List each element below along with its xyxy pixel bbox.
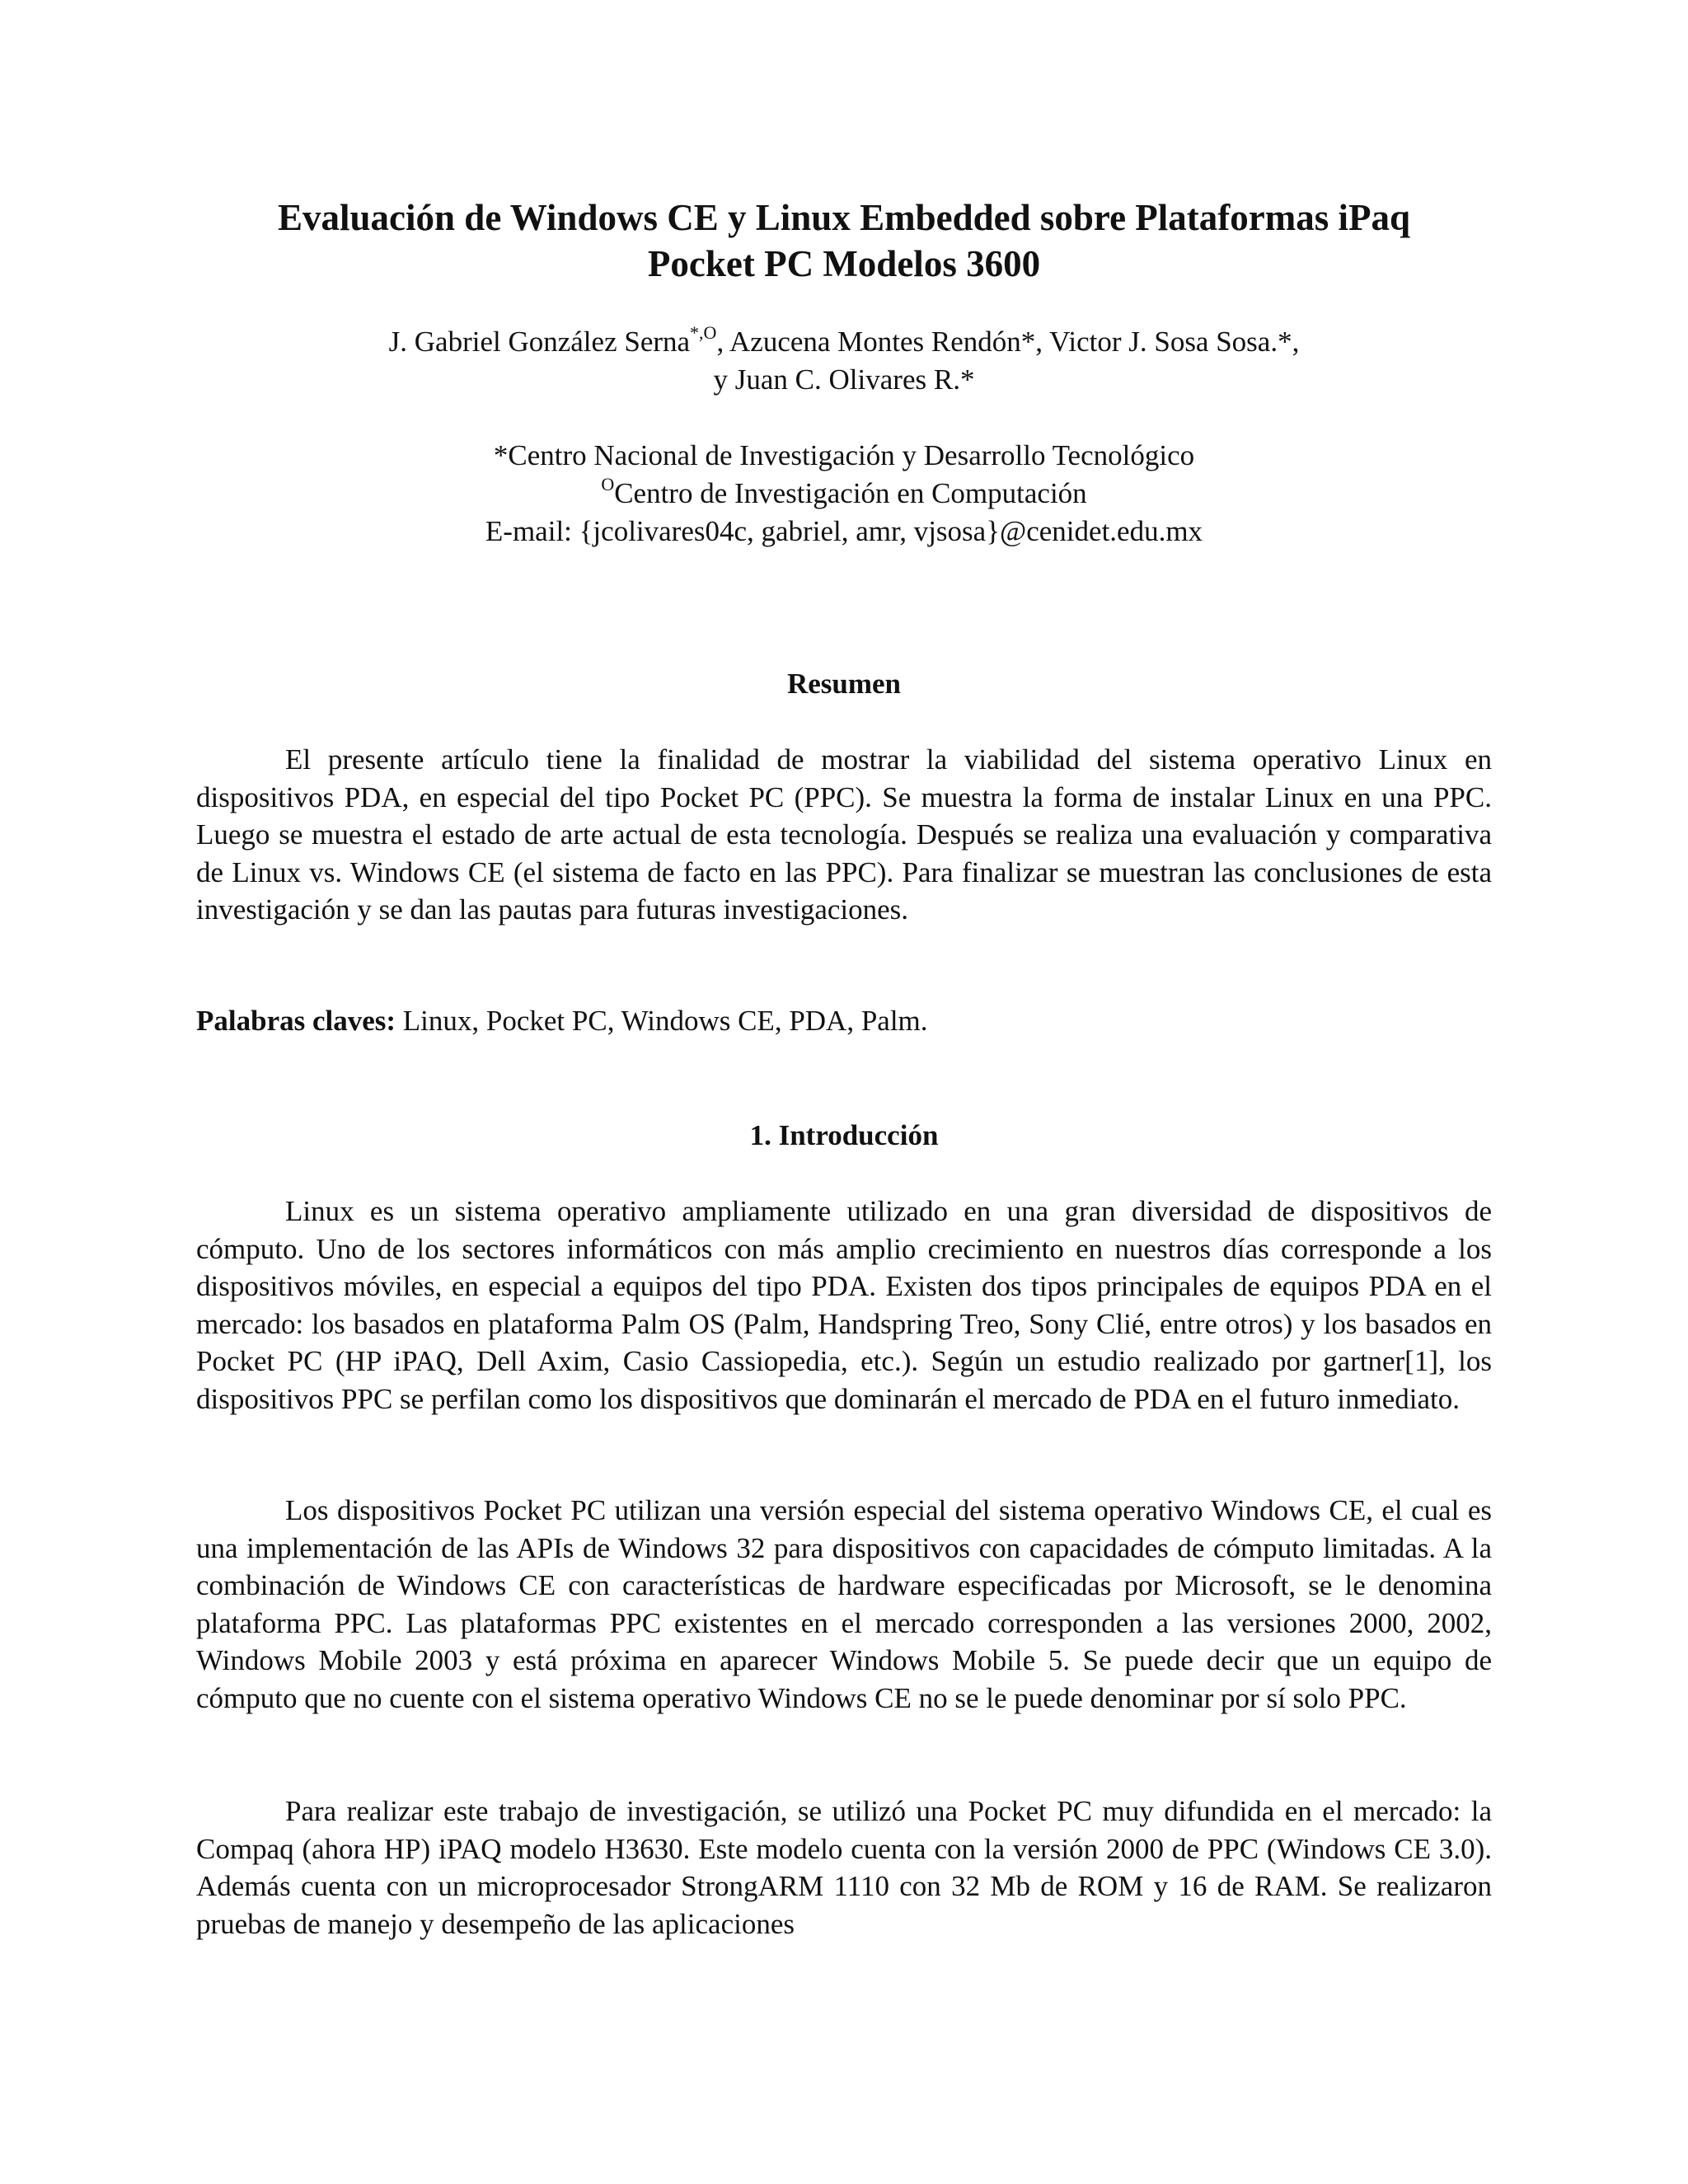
intro-paragraph-3: Para realizar este trabajo de investigación, se utilizó una Pocket PC muy difundida en el mercado: la Compaq (ahora HP) iPAQ modelo H3630. Este modelo cuenta con la versión 2000 de PPC (Windows CE 3.0). Además cuenta con un microprocesador StrongARM 1110 con 32 Mb de ROM y 16 de RAM. Se realizaron pruebas de manejo y desempeño de las aplicaciones (196, 1795, 1492, 1940)
keywords-list: Linux, Pocket PC, Windows CE, PDA, Palm. (396, 1005, 928, 1037)
affiliation-2: $^O$Centro de Investigación en Computación (601, 474, 1087, 509)
title-line-1: Evaluación de Windows CE y Linux Embedded sobre Plataformas iPaq (278, 197, 1410, 238)
keywords-label: Palabras claves: (196, 1005, 396, 1037)
author-line-1 (196, 323, 1492, 361)
affiliation-2-mark: O (601, 474, 615, 495)
section-heading-introduction: 1. Introducción (749, 1119, 939, 1151)
author-list (196, 323, 1492, 399)
author-2-3: , Azucena Montes Rendón*, Victor J. Sosa Sosa.*, (716, 326, 1300, 358)
intro-paragraph-1: Linux es un sistema operativo ampliamente utilizado en una gran diversidad de dispositivos de cómputo. Uno de los sectores informáticos con más amplio crecimiento en nuestros días corresponde a los dispositivos móviles, en especial a equipos del tipo PDA. Existen dos tipos principales de equipos PDA en el mercado: los basados en plataforma Palm OS (Palm, Handspring Treo, Sony Clié, entre otros) y los basados en Pocket PC (HP iPAQ, Dell Axim, Casio Cassiopedia, etc.). Según un estudio realizado por gartner[1], los dispositivos PPC se perfilan como los dispositivos que dominarán el mercado de PDA en el futuro inmediato. (196, 1195, 1492, 1415)
intro-paragraph-2: Los dispositivos Pocket PC utilizan una versión especial del sistema operativo Windows CE, el cual es una implementación de las APIs de Windows 32 para dispositivos con capacidades de cómputo limitadas. A la combinación de Windows CE con características de hardware especificadas por Microsoft, se le denomina plataforma PPC. Las plataformas PPC existentes en el mercado corresponden a las versiones 2000, 2002, Windows Mobile 2003 y está próxima en aparecer Windows Mobile 5. Se puede decir que un equipo de cómputo que no cuente con el sistema operativo Windows CE no se le puede denominar por sí solo PPC. (196, 1494, 1492, 1714)
author-line-2: y Juan C. Olivares R.* (713, 363, 975, 396)
author-1: J. Gabriel González Serna (388, 326, 691, 358)
author-1-affiliation-mark: *,O (690, 322, 717, 344)
affiliations (196, 437, 1492, 551)
affiliation-1: *Centro Nacional de Investigación y Desarrollo Tecnológico (493, 439, 1195, 471)
paper-title (196, 194, 1492, 287)
contact-email: E-mail: {jcolivares04c, gabriel, amr, vjsosa}@cenidet.edu.mx (485, 515, 1203, 547)
keywords (196, 1002, 1492, 1040)
abstract-heading: Resumen (786, 668, 902, 700)
abstract-text: El presente artículo tiene la finalidad de mostrar la viabilidad del sistema operativo Linux en dispositivos PDA, en especial del tipo Pocket PC (PPC). Se muestra la forma de instalar Linux en una PPC. Luego se muestra el estado de arte actual de esta tecnología. Después se realiza una evaluación y comparativa de Linux vs. Windows CE (el sistema de facto en las PPC). Para finalizar se muestran las conclusiones de esta investigación y se dan las pautas para futuras investigaciones. (196, 743, 1492, 926)
title-line-2: Pocket PC Modelos 3600 (647, 243, 1041, 284)
